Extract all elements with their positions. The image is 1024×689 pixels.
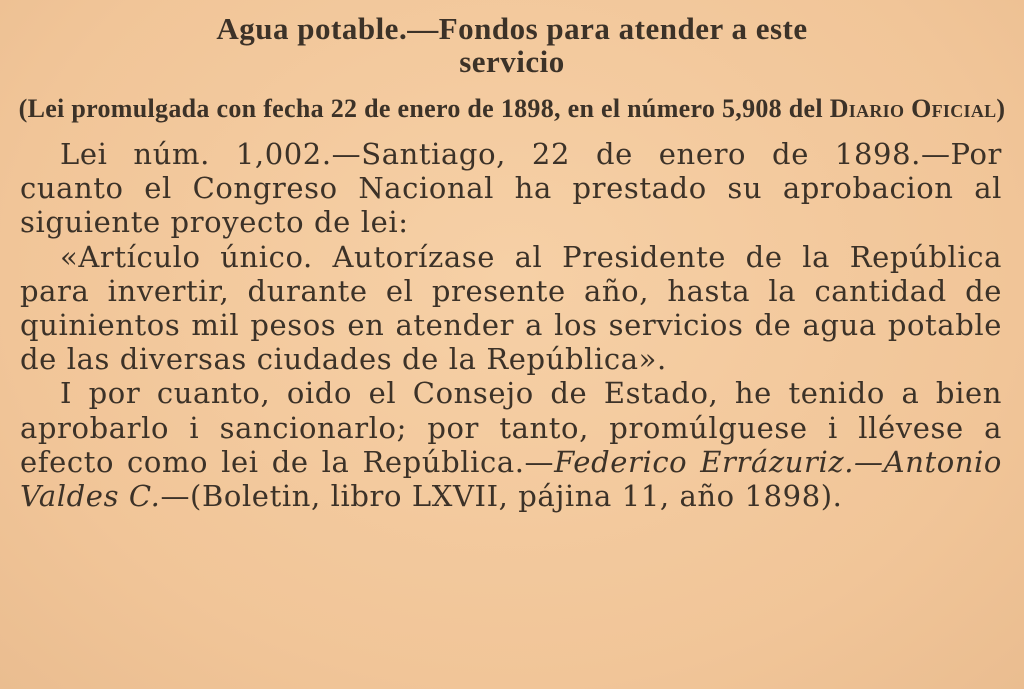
paragraph-preamble: Lei núm. 1,002.—Santiago, 22 de enero de 1898.—Por cuanto el Congreso Nacional ha prestado su aprobacion al siguiente proyecto de lei: — [20, 137, 1002, 240]
signatories: Federico Errázuriz.—Antonio Valdes C. — [20, 444, 1002, 514]
document-title — [60, 0, 964, 78]
citation: —(Boletin, libro LXVII, pájina 11, año 1898). — [160, 479, 843, 514]
title-line-2: servicio — [459, 44, 565, 79]
subtitle-text: (Lei promulgada con fecha 22 de enero de 1898, en el número 5,908 del — [18, 94, 830, 123]
promulgation-text: I por cuanto, oido el Consejo de Estado, he tenido a bien aprobarlo i sancionarlo; por tanto, promúlguese i llévese a efecto como lei de la República.— — [20, 376, 1002, 479]
paragraph-promulgation — [20, 376, 1002, 513]
title-line-1: Agua potable.—Fondos para atender a este — [216, 11, 808, 46]
document-body — [20, 137, 1002, 513]
subtitle-close: ) — [996, 94, 1006, 123]
subtitle-newspaper-name: Diario Oficial — [829, 94, 997, 123]
document-subtitle — [18, 92, 1006, 125]
paragraph-article: «Artículo único. Autorízase al Presidente de la República para invertir, durante el presente año, hasta la cantidad de quinientos mil pesos en atender a los servicios de agua potable de las diversas ciudades de la República». — [20, 239, 1002, 377]
